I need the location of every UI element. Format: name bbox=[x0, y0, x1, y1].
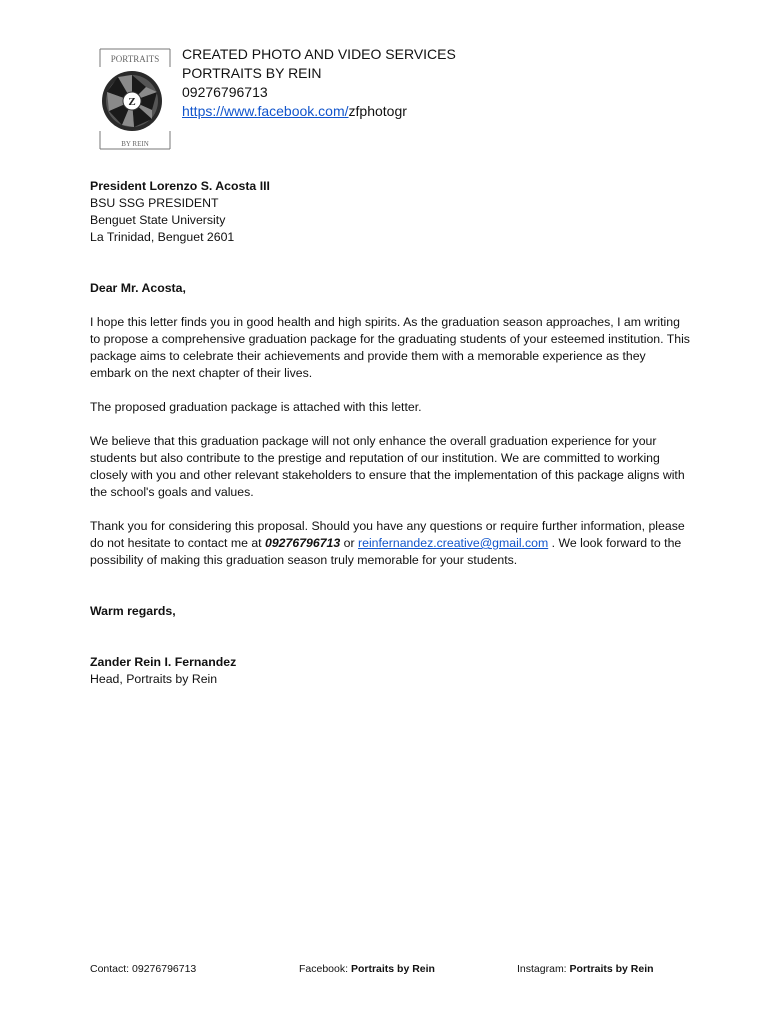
salutation: Dear Mr. Acosta, bbox=[90, 281, 186, 295]
footer-instagram-value: Portraits by Rein bbox=[569, 963, 654, 975]
footer-facebook bbox=[299, 962, 435, 976]
paragraph-2: The proposed graduation package is attached with this letter. bbox=[90, 400, 422, 414]
signer-title: Head, Portraits by Rein bbox=[90, 672, 218, 686]
contact-email-link[interactable]: reinfernandez.creative@gmail.com bbox=[358, 536, 549, 550]
logo-bottom-text: BY REIN bbox=[121, 140, 149, 148]
recipient-title: BSU SSG PRESIDENT bbox=[90, 196, 219, 210]
logo-top-text: PORTRAITS bbox=[110, 54, 160, 64]
footer-contact bbox=[90, 962, 196, 976]
paragraph-4-text: Thank you for considering this proposal. Should you have any questions or require further information, please do not hesitate to contact me at bbox=[90, 519, 685, 550]
paragraph-4-or: or bbox=[340, 536, 359, 550]
brand-line: PORTRAITS BY REIN bbox=[182, 65, 322, 81]
recipient-address: La Trinidad, Benguet 2601 bbox=[90, 230, 235, 244]
letterhead bbox=[182, 45, 456, 121]
recipient-org: Benguet State University bbox=[90, 213, 226, 227]
logo-center-letter: Z bbox=[128, 96, 136, 108]
footer-instagram bbox=[517, 962, 654, 976]
recipient-name: President Lorenzo S. Acosta III bbox=[90, 179, 270, 193]
paragraph-1: I hope this letter finds you in good health and high spirits. As the graduation season approaches, I am writing to propose a comprehensive graduation package for the graduating students of your esteemed institution. This package aims to celebrate their achievements and provide them with a memorable experience as they embark on the next chapter of their lives. bbox=[90, 315, 690, 380]
closing: Warm regards, bbox=[90, 604, 176, 618]
letter-body bbox=[90, 178, 690, 688]
contact-phone: 09276796713 bbox=[265, 536, 341, 550]
paragraph-4-end: . We look forward to the possibility of making this graduation season truly memorable for your students. bbox=[90, 536, 682, 567]
facebook-link[interactable]: https://www.facebook.com/ bbox=[182, 103, 349, 119]
portraits-by-rein-logo bbox=[98, 47, 172, 151]
signer-name: Zander Rein I. Fernandez bbox=[90, 655, 237, 669]
header-facebook bbox=[182, 102, 456, 121]
footer-contact-value: 09276796713 bbox=[132, 963, 197, 975]
company-line: CREATED PHOTO AND VIDEO SERVICES bbox=[182, 46, 456, 62]
header-phone: 09276796713 bbox=[182, 84, 268, 100]
facebook-suffix: zfphotogr bbox=[348, 103, 407, 119]
footer-facebook-label: Facebook: bbox=[299, 963, 351, 975]
paragraph-4 bbox=[90, 518, 690, 569]
footer-facebook-value: Portraits by Rein bbox=[350, 963, 435, 975]
paragraph-3: We believe that this graduation package will not only enhance the overall graduation experience for your students but also contribute to the prestige and reputation of our institution. We are committed to working closely with you and other relevant stakeholders to ensure that the implementation of this package aligns with the school's goals and values. bbox=[90, 434, 685, 499]
footer-contact-label: Contact: bbox=[90, 963, 133, 975]
footer-instagram-label: Instagram: bbox=[517, 963, 570, 975]
